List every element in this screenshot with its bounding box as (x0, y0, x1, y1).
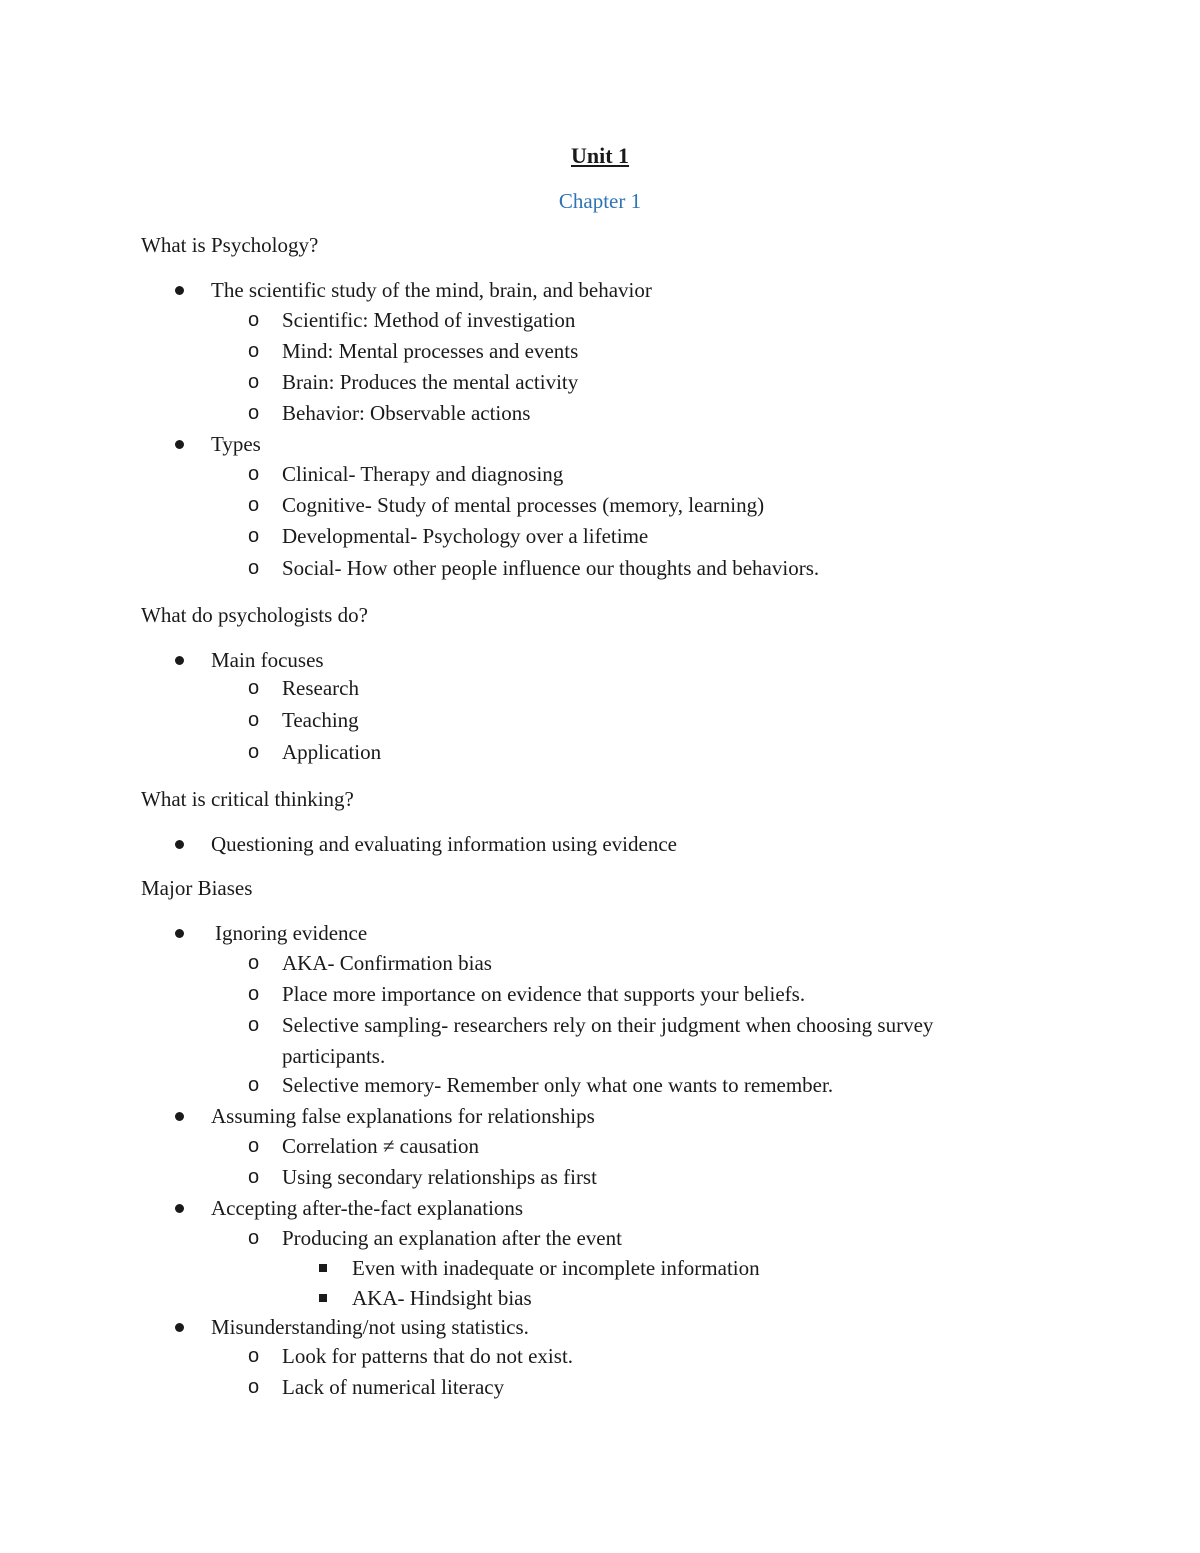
list-item: Questioning and evaluating information using evidence (211, 832, 677, 856)
circle-bullet-icon: o (248, 494, 260, 516)
bullet-icon (175, 1323, 184, 1332)
list-item: Main focuses (211, 648, 324, 672)
square-bullet-icon (319, 1294, 327, 1302)
bullet-icon (175, 656, 184, 665)
section-heading-major-biases: Major Biases (141, 876, 253, 900)
circle-bullet-icon: o (248, 1074, 260, 1096)
list-item: Scientific: Method of investigation (282, 308, 576, 332)
list-item: Ignoring evidence (215, 921, 368, 945)
list-item: Lack of numerical literacy (282, 1375, 505, 1399)
list-item: Behavior: Observable actions (282, 401, 531, 425)
list-item: Social- How other people influence our thoughts and behaviors. (282, 556, 820, 580)
circle-bullet-icon: o (248, 1345, 260, 1367)
list-item: Assuming false explanations for relationships (211, 1104, 595, 1128)
circle-bullet-icon: o (248, 1135, 260, 1157)
list-item: Clinical- Therapy and diagnosing (282, 462, 564, 486)
section-heading-critical-thinking: What is critical thinking? (141, 787, 354, 811)
bullet-icon (175, 440, 184, 449)
circle-bullet-icon: o (248, 525, 260, 547)
circle-bullet-icon: o (248, 402, 260, 424)
square-bullet-icon (319, 1264, 327, 1272)
list-item: Selective memory- Remember only what one wants to remember. (282, 1073, 834, 1097)
list-item: Mind: Mental processes and events (282, 339, 579, 363)
list-item: Producing an explanation after the event (282, 1226, 622, 1250)
list-item: The scientific study of the mind, brain, and behavior (211, 278, 652, 302)
list-item: Correlation ≠ causation (282, 1134, 479, 1158)
bullet-icon (175, 929, 184, 938)
list-item: Misunderstanding/not using statistics. (211, 1315, 529, 1339)
list-item: Selective sampling- researchers rely on their judgment when choosing survey (282, 1013, 934, 1037)
list-item: Cognitive- Study of mental processes (memory, learning) (282, 493, 765, 517)
list-item: Even with inadequate or incomplete information (352, 1256, 760, 1280)
list-item-continuation: participants. (282, 1044, 386, 1068)
circle-bullet-icon: o (248, 1376, 260, 1398)
list-item: Accepting after-the-fact explanations (211, 1196, 524, 1220)
bullet-icon (175, 1204, 184, 1213)
circle-bullet-icon: o (248, 463, 260, 485)
list-item: Teaching (282, 708, 359, 732)
circle-bullet-icon: o (248, 1227, 260, 1249)
list-item: Place more importance on evidence that supports your beliefs. (282, 982, 806, 1006)
circle-bullet-icon: o (248, 371, 260, 393)
circle-bullet-icon: o (248, 709, 260, 731)
bullet-icon (175, 1112, 184, 1121)
list-item: Using secondary relationships as first (282, 1165, 597, 1189)
document-title: Unit 1 (570, 143, 630, 168)
list-item: Look for patterns that do not exist. (282, 1344, 574, 1368)
circle-bullet-icon: o (248, 557, 260, 579)
circle-bullet-icon: o (248, 1014, 260, 1036)
list-item: Brain: Produces the mental activity (282, 370, 579, 394)
circle-bullet-icon: o (248, 741, 260, 763)
circle-bullet-icon: o (248, 1166, 260, 1188)
list-item: Research (282, 676, 359, 700)
circle-bullet-icon: o (248, 983, 260, 1005)
list-item: Developmental- Psychology over a lifetime (282, 524, 649, 548)
list-item: Application (282, 740, 382, 764)
circle-bullet-icon: o (248, 677, 260, 699)
bullet-icon (175, 840, 184, 849)
section-heading-psychology: What is Psychology? (141, 233, 319, 257)
list-item: Types (211, 432, 261, 456)
section-heading-psychologists: What do psychologists do? (141, 603, 368, 627)
list-item: AKA- Hindsight bias (352, 1286, 532, 1310)
circle-bullet-icon: o (248, 340, 260, 362)
bullet-icon (175, 286, 184, 295)
chapter-heading: Chapter 1 (558, 189, 642, 213)
circle-bullet-icon: o (248, 952, 260, 974)
list-item: AKA- Confirmation bias (282, 951, 492, 975)
circle-bullet-icon: o (248, 309, 260, 331)
